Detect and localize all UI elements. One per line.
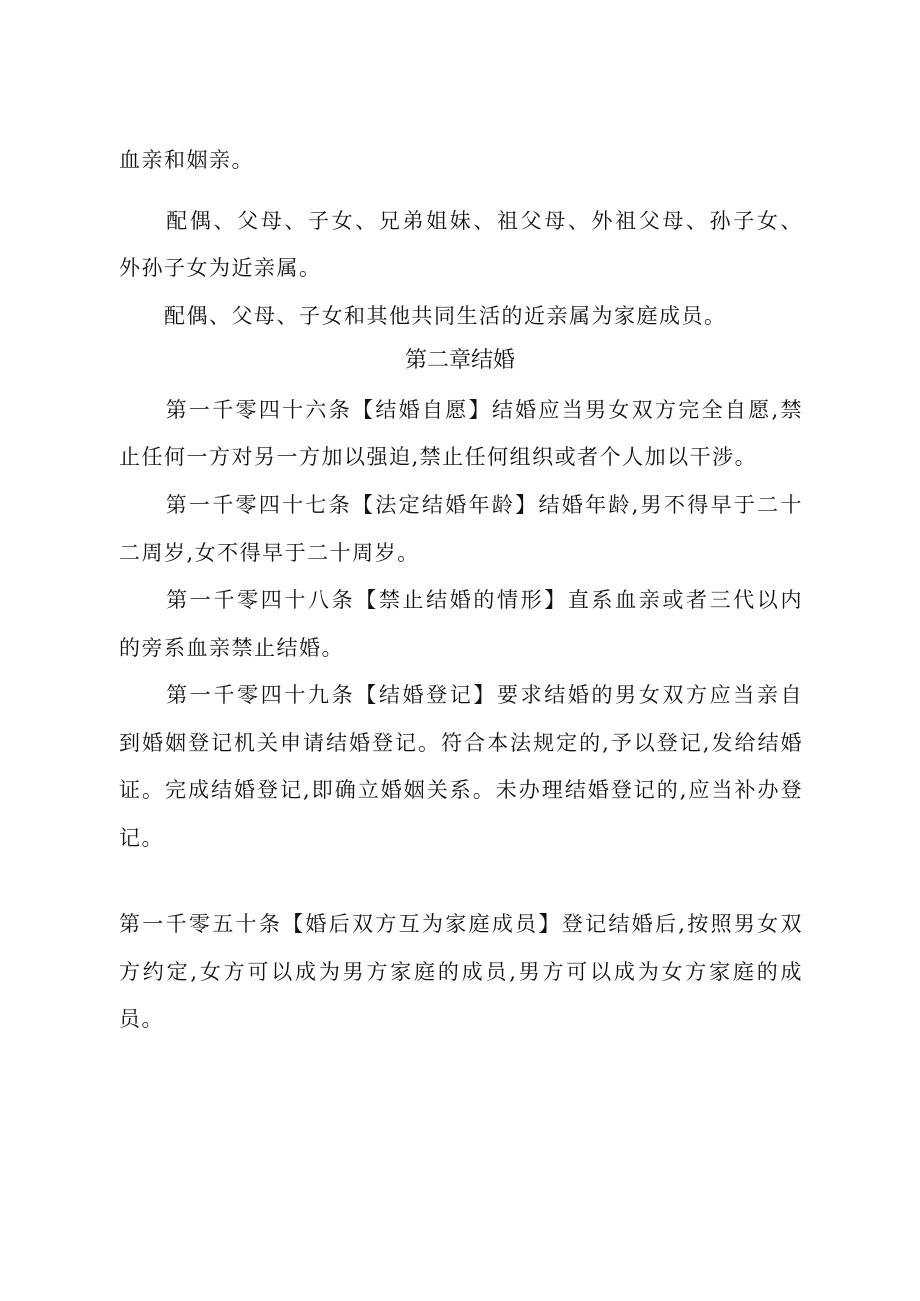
text-line: 配偶、父母、子女和其他共同生活的近亲属为家庭成员。	[119, 304, 727, 328]
text-line: 二周岁,女不得早于二十周岁。	[119, 541, 420, 565]
text-line: 到婚姻登记机关申请结婚登记。符合本法规定的,予以登记,发给结婚	[119, 731, 803, 755]
text-line: 的旁系血亲禁止结婚。	[119, 636, 344, 660]
text-line: 血亲和姻亲。	[119, 148, 254, 172]
text-line: 外孙子女为近亲属。	[119, 256, 322, 280]
text-line: 员。	[119, 1007, 164, 1031]
text-line: 第一千零四十六条【结婚自愿】结婚应当男女双方完全自愿,禁	[119, 398, 803, 422]
text-line: 第一千零五十条【婚后双方互为家庭成员】登记结婚后,按照男女双	[119, 912, 803, 936]
text-line: 第一千零四十七条【法定结婚年龄】结婚年龄,男不得早于二十	[119, 493, 803, 517]
text-line: 配偶、父母、子女、兄弟姐妹、祖父母、外祖父母、孙子女、	[119, 209, 803, 233]
text-line: 记。	[119, 826, 164, 850]
text-line: 第一千零四十九条【结婚登记】要求结婚的男女双方应当亲自	[119, 683, 803, 707]
text-line: 第一千零四十八条【禁止结婚的情形】直系血亲或者三代以内	[119, 588, 803, 612]
text-line: 止任何一方对另一方加以强迫,禁止任何组织或者个人加以干涉。	[119, 445, 758, 469]
text-line: 证。完成结婚登记,即确立婚姻关系。未办理结婚登记的,应当补办登	[119, 778, 803, 802]
chapter-heading: 第二章结婚	[404, 348, 515, 373]
text-line: 方约定,女方可以成为男方家庭的成员,男方可以成为女方家庭的成	[119, 960, 803, 984]
